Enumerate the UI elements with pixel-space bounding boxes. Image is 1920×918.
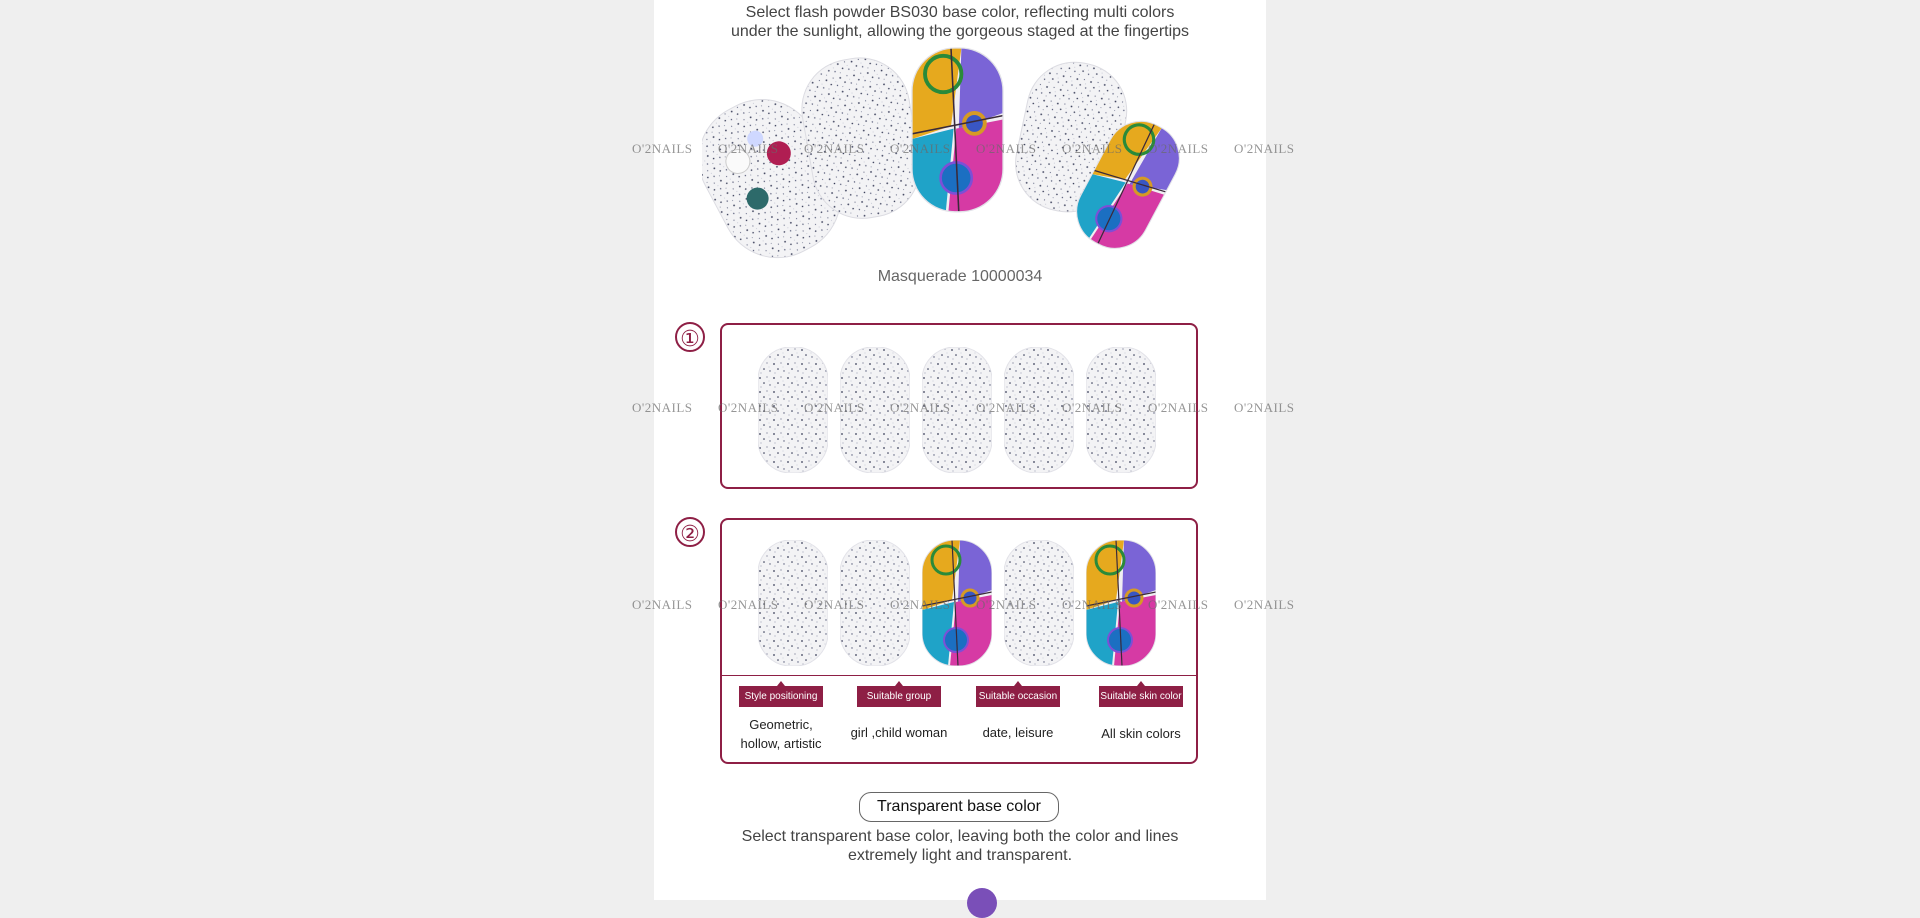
attribute-value-style	[726, 715, 836, 753]
section-desc-line-2: extremely light and transparent.	[847, 847, 1073, 864]
watermark: O'2NAILS	[718, 400, 779, 415]
watermark: O'2NAILS	[804, 141, 865, 156]
hero-nails-image	[702, 38, 1222, 260]
watermark: O'2NAILS	[1148, 400, 1209, 415]
nail-tip	[840, 347, 910, 473]
product-detail-page	[632, 0, 1295, 900]
attribute-value-line: hollow, artistic	[740, 736, 822, 751]
transparent-base-color-button[interactable]: Transparent base color	[859, 792, 1059, 822]
watermark: O'2NAILS	[804, 400, 865, 415]
watermark: O'2NAILS	[632, 400, 693, 415]
watermark: O'2NAILS	[804, 597, 865, 612]
watermark: O'2NAILS	[976, 597, 1037, 612]
watermark: O'2NAILS	[976, 141, 1037, 156]
attribute-value-line: Geometric,	[749, 717, 813, 732]
attribute-value-skin: All skin colors	[1101, 726, 1181, 741]
watermark: O'2NAILS	[1148, 597, 1209, 612]
nail-preview-partial	[967, 888, 997, 918]
intro-line-1: Select flash powder BS030 base color, reflecting multi colors	[745, 4, 1175, 21]
watermark: O'2NAILS	[890, 597, 951, 612]
watermark: O'2NAILS	[1234, 141, 1295, 156]
nail-tip	[758, 347, 828, 473]
step-number-1: ①	[675, 322, 705, 352]
step-1-panel	[720, 323, 1198, 489]
watermark: O'2NAILS	[1062, 400, 1123, 415]
section-desc-line-1: Select transparent base color, leaving both the color and lines	[741, 828, 1179, 845]
nail-tip	[758, 540, 828, 666]
watermark: O'2NAILS	[890, 400, 951, 415]
nail-tip-art	[1086, 540, 1156, 666]
intro-text	[654, 3, 1266, 41]
attribute-value-group: girl ,child woman	[850, 725, 948, 740]
section-description	[654, 827, 1266, 865]
watermark: O'2NAILS	[1062, 141, 1123, 156]
nail-tip	[1004, 540, 1074, 666]
watermark: O'2NAILS	[1234, 597, 1295, 612]
nail-tip	[840, 540, 910, 666]
nail-tip-art	[922, 540, 992, 666]
attribute-tag-group: Suitable group	[857, 686, 941, 707]
watermark: O'2NAILS	[632, 141, 693, 156]
panel-divider	[722, 675, 1196, 676]
watermark: O'2NAILS	[1148, 141, 1209, 156]
nail-tip	[1086, 347, 1156, 473]
step-2-panel	[720, 518, 1198, 764]
attribute-value-occasion: date, leisure	[982, 725, 1054, 740]
nail-tip	[1004, 347, 1074, 473]
watermark: O'2NAILS	[890, 141, 951, 156]
nail-tip	[922, 347, 992, 473]
attribute-tag-skin: Suitable skin color	[1099, 686, 1183, 707]
watermark: O'2NAILS	[976, 400, 1037, 415]
attribute-tag-style: Style positioning	[739, 686, 823, 707]
watermark: O'2NAILS	[718, 141, 779, 156]
watermark: O'2NAILS	[632, 597, 693, 612]
watermark: O'2NAILS	[1062, 597, 1123, 612]
watermark: O'2NAILS	[718, 597, 779, 612]
product-caption: Masquerade 10000034	[877, 268, 1043, 285]
watermark: O'2NAILS	[1234, 400, 1295, 415]
step-number-2: ②	[675, 517, 705, 547]
intro-line-2: under the sunlight, allowing the gorgeous staged at the fingertips	[730, 23, 1190, 40]
attribute-tag-occasion: Suitable occasion	[976, 686, 1060, 707]
